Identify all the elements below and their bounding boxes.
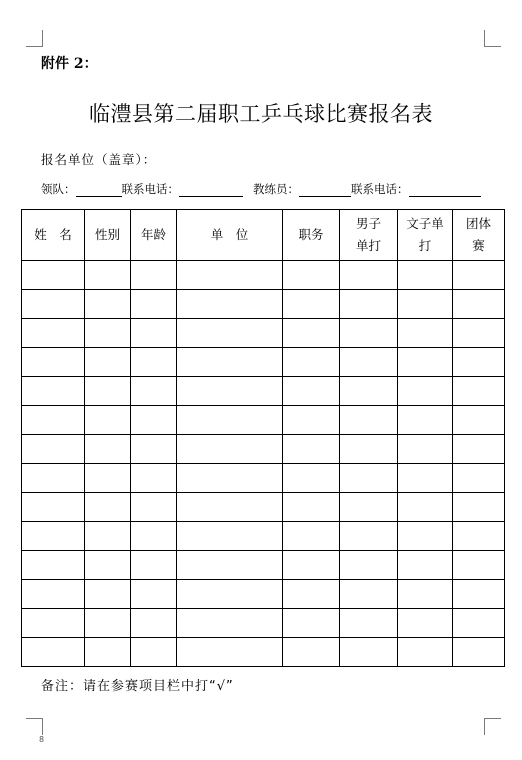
table-cell[interactable] (22, 609, 85, 638)
table-cell[interactable] (85, 638, 131, 667)
column-header-text: 性别 (94, 227, 120, 242)
table-cell[interactable] (283, 551, 340, 580)
table-cell[interactable] (131, 551, 177, 580)
table-cell[interactable] (453, 551, 505, 580)
table-row (22, 551, 505, 580)
table-row (22, 319, 505, 348)
table-cell[interactable] (340, 580, 398, 609)
table-cell[interactable] (85, 580, 131, 609)
table-cell[interactable] (177, 261, 283, 290)
table-cell[interactable] (22, 319, 85, 348)
table-cell[interactable] (131, 377, 177, 406)
table-cell[interactable] (131, 609, 177, 638)
table-cell[interactable] (340, 290, 398, 319)
table-cell[interactable] (453, 435, 505, 464)
table-cell[interactable] (453, 377, 505, 406)
table-row (22, 580, 505, 609)
table-cell[interactable] (85, 522, 131, 551)
table-cell[interactable] (398, 348, 453, 377)
column-header-text: 文子单 (406, 216, 444, 231)
table-cell[interactable] (453, 261, 505, 290)
table-cell[interactable] (398, 406, 453, 435)
table-cell[interactable] (283, 464, 340, 493)
crop-mark-top-left (26, 30, 43, 47)
coach-label: 教练员： (253, 182, 299, 196)
table-cell[interactable] (398, 522, 453, 551)
table-cell[interactable] (340, 609, 398, 638)
leader-label: 领队： (41, 182, 76, 196)
table-row (22, 522, 505, 551)
table-cell[interactable] (131, 319, 177, 348)
table-row (22, 261, 505, 290)
table-cell[interactable] (177, 522, 283, 551)
table-row (22, 638, 505, 667)
column-header (131, 210, 177, 261)
table-cell[interactable] (398, 261, 453, 290)
table-cell[interactable] (453, 638, 505, 667)
table-cell[interactable] (22, 377, 85, 406)
table-cell[interactable] (131, 261, 177, 290)
table-cell[interactable] (453, 464, 505, 493)
table-cell[interactable] (177, 348, 283, 377)
column-header (453, 210, 505, 261)
table-row (22, 290, 505, 319)
table-cell[interactable] (340, 348, 398, 377)
table-cell[interactable] (131, 348, 177, 377)
table-cell[interactable] (22, 551, 85, 580)
table-cell[interactable] (177, 638, 283, 667)
table-cell[interactable] (283, 377, 340, 406)
table-cell[interactable] (453, 609, 505, 638)
table-cell[interactable] (22, 464, 85, 493)
table-cell[interactable] (85, 348, 131, 377)
table-cell[interactable] (177, 551, 283, 580)
table-row (22, 377, 505, 406)
table-cell[interactable] (22, 435, 85, 464)
table-cell[interactable] (453, 290, 505, 319)
leader-field[interactable] (76, 184, 122, 197)
column-header (283, 210, 340, 261)
table-cell[interactable] (340, 435, 398, 464)
table-cell[interactable] (177, 493, 283, 522)
table-cell[interactable] (283, 522, 340, 551)
table-cell[interactable] (22, 580, 85, 609)
table-cell[interactable] (340, 261, 398, 290)
page-number: 8 (39, 735, 45, 744)
table-cell[interactable] (340, 377, 398, 406)
table-cell[interactable] (453, 580, 505, 609)
table-cell[interactable] (85, 377, 131, 406)
table-cell[interactable] (22, 522, 85, 551)
registration-table (21, 209, 505, 667)
table-cell[interactable] (283, 261, 340, 290)
coach-phone-field[interactable] (409, 184, 481, 197)
table-cell[interactable] (177, 377, 283, 406)
table-cell[interactable] (22, 493, 85, 522)
table-cell[interactable] (398, 580, 453, 609)
column-header-text: 打 (418, 238, 432, 253)
table-cell[interactable] (177, 435, 283, 464)
table-cell[interactable] (340, 464, 398, 493)
table-cell[interactable] (283, 638, 340, 667)
table-cell[interactable] (85, 319, 131, 348)
table-cell[interactable] (398, 435, 453, 464)
table-cell[interactable] (22, 261, 85, 290)
table-header-row (22, 210, 505, 261)
table-cell[interactable] (340, 522, 398, 551)
table-row (22, 493, 505, 522)
table-cell[interactable] (340, 406, 398, 435)
table-cell[interactable] (131, 638, 177, 667)
table-cell[interactable] (22, 290, 85, 319)
table-row (22, 348, 505, 377)
table-cell[interactable] (398, 290, 453, 319)
table-cell[interactable] (22, 406, 85, 435)
table-cell[interactable] (453, 406, 505, 435)
table-cell[interactable] (131, 464, 177, 493)
column-header-text: 赛 (472, 238, 485, 253)
table-cell[interactable] (453, 493, 505, 522)
table-cell[interactable] (283, 319, 340, 348)
table-row (22, 406, 505, 435)
table-cell[interactable] (131, 493, 177, 522)
column-header (85, 210, 131, 261)
table-cell[interactable] (22, 638, 85, 667)
table-cell[interactable] (340, 493, 398, 522)
table-cell[interactable] (283, 435, 340, 464)
table-row (22, 435, 505, 464)
column-header-text: 职务 (298, 227, 324, 242)
table-cell[interactable] (283, 609, 340, 638)
table-cell[interactable] (398, 319, 453, 348)
table-cell[interactable] (453, 522, 505, 551)
table-cell[interactable] (131, 290, 177, 319)
table-cell[interactable] (398, 377, 453, 406)
column-header-text: 男子 (355, 216, 381, 231)
table-cell[interactable] (85, 435, 131, 464)
table-cell[interactable] (340, 638, 398, 667)
column-header (22, 210, 85, 261)
table-row (22, 609, 505, 638)
column-header (340, 210, 398, 261)
table-cell[interactable] (283, 348, 340, 377)
table-cell[interactable] (340, 319, 398, 348)
registration-unit-label: 报名单位（盖章）： (41, 152, 157, 167)
crop-mark-top-right (484, 30, 501, 47)
note: 备注：请在参赛项目栏中打“√” (41, 679, 234, 694)
table-cell[interactable] (85, 406, 131, 435)
crop-mark-bottom-right (484, 718, 501, 735)
table-cell[interactable] (453, 348, 505, 377)
table-cell[interactable] (85, 464, 131, 493)
column-header-text: 团体 (465, 216, 491, 231)
table-cell[interactable] (85, 290, 131, 319)
table-cell[interactable] (283, 406, 340, 435)
table-cell[interactable] (398, 609, 453, 638)
column-header (398, 210, 453, 261)
table-cell[interactable] (398, 464, 453, 493)
column-header-text: 单 位 (210, 227, 249, 242)
column-header-text: 年龄 (140, 227, 166, 242)
crop-mark-bottom-left (26, 718, 43, 735)
leader-phone-label: 联系电话： (121, 182, 179, 196)
attachment-label: 附件 2： (41, 56, 98, 72)
table-cell[interactable] (453, 319, 505, 348)
table-cell[interactable] (283, 493, 340, 522)
table-cell[interactable] (283, 580, 340, 609)
table-cell[interactable] (131, 406, 177, 435)
table-cell[interactable] (177, 319, 283, 348)
table-cell[interactable] (85, 551, 131, 580)
column-header (177, 210, 283, 261)
table-body (22, 261, 505, 667)
page-title: 临澧县第二届职工乒乓球比赛报名表 (89, 102, 433, 126)
table-cell[interactable] (283, 290, 340, 319)
contacts-line (41, 181, 481, 197)
table-cell[interactable] (131, 580, 177, 609)
table-cell[interactable] (177, 580, 283, 609)
table-cell[interactable] (177, 609, 283, 638)
table-cell[interactable] (177, 464, 283, 493)
table-cell[interactable] (398, 638, 453, 667)
table-cell[interactable] (22, 348, 85, 377)
table-cell[interactable] (85, 261, 131, 290)
table-cell[interactable] (398, 493, 453, 522)
coach-field[interactable] (299, 184, 351, 197)
table-cell[interactable] (131, 435, 177, 464)
table-cell[interactable] (177, 290, 283, 319)
table-cell[interactable] (85, 609, 131, 638)
column-header-text: 姓 名 (34, 227, 72, 242)
table-cell[interactable] (131, 522, 177, 551)
table-cell[interactable] (398, 551, 453, 580)
leader-phone-field[interactable] (179, 184, 243, 197)
table-cell[interactable] (85, 493, 131, 522)
coach-phone-label: 联系电话： (351, 182, 409, 196)
table-cell[interactable] (340, 551, 398, 580)
column-header-text: 单打 (355, 238, 381, 253)
table-row (22, 464, 505, 493)
table-cell[interactable] (177, 406, 283, 435)
